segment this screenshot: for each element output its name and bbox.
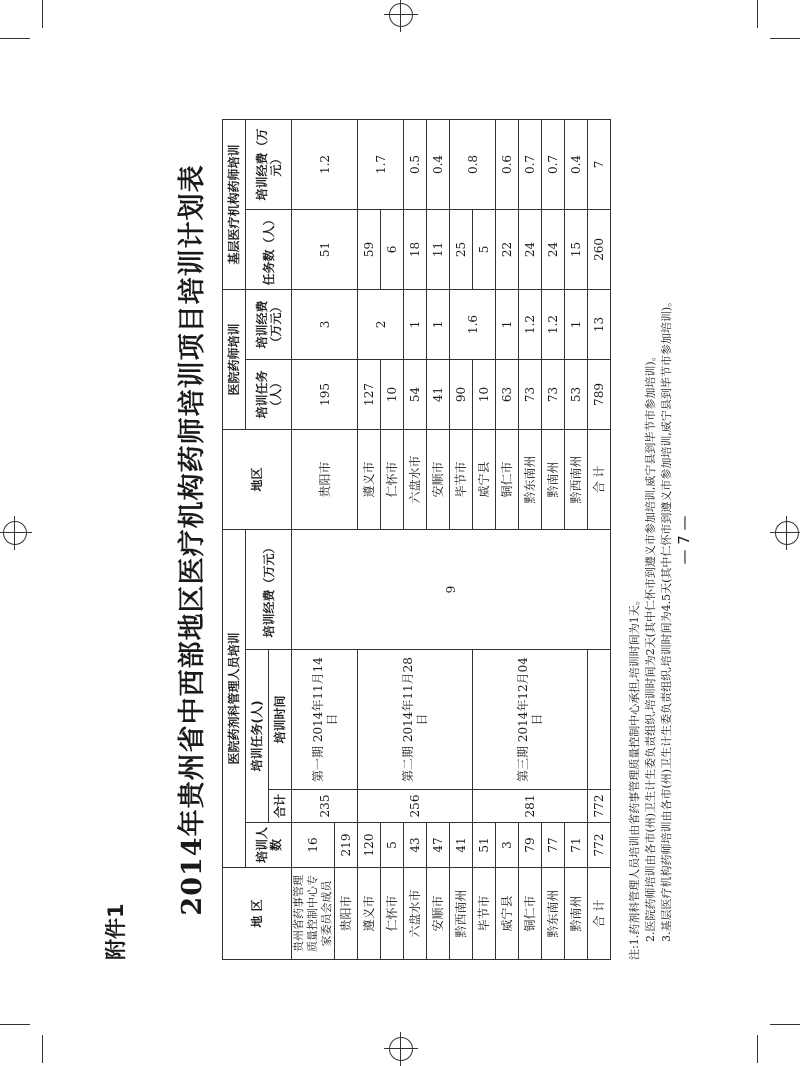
header-row [246,119,269,959]
cell-region: 六盘水市 [404,868,427,960]
cell-fee2: 1.2 [542,289,565,359]
cell-trainees: 16 [292,823,335,868]
cell-fee3: 0.4 [427,119,450,209]
cell-group1-fee: 9 [292,529,611,649]
cell-trainees: 79 [519,823,542,868]
cell-task2: 10 [381,359,404,429]
cell-fee3: 0.5 [404,119,427,209]
header-row [223,119,246,959]
cell-region2: 贵阳市 [292,429,358,529]
cell-fee2: 1 [404,289,427,359]
rotated-page [100,120,700,960]
header-fee3: 培训经费（万元） [246,119,292,209]
header-group3: 基层医疗机构药师培训 [223,119,246,289]
page-number: — 7 — [675,515,693,565]
footnote: 注:1.药剂科管理人员培训由省药事管理质量控制中心承担,培训时间为1天。 [628,594,641,960]
cell-session-total: 235 [292,790,358,823]
cell-region: 黔南州 [565,868,588,960]
header-fee2: 培训经费（万元） [246,289,292,359]
footnotes [627,296,675,960]
cell-total-total: 772 [588,790,611,823]
cell-trainees: 41 [450,823,473,868]
cell-fee2: 2 [358,289,404,359]
cell-task2: 127 [358,359,381,429]
header-group1: 医院药剂科管理人员培训 [223,529,246,867]
cell-task3: 59 [358,209,381,289]
cell-fee3: 0.8 [450,119,496,209]
cell-fee3: 0.4 [565,119,588,209]
training-plan-table [222,119,611,960]
cell-fee3: 0.7 [542,119,565,209]
cell-region: 黔东南州 [542,868,565,960]
cell-task2: 53 [565,359,588,429]
cell-trainees: 47 [427,823,450,868]
header-region2: 地区 [223,429,292,529]
cell-region2: 毕节市 [450,429,473,529]
header-tasks-group: 培训任务(人) [246,650,269,823]
cell-task2: 73 [519,359,542,429]
cell-session: 第一期 2014年11月14日 [292,650,358,790]
cell-region: 黔西南州 [450,868,473,960]
cell-region2: 黔东南州 [519,429,542,529]
registration-mark [3,521,27,545]
cell-task3: 6 [381,209,404,289]
cell-task2: 195 [292,359,358,429]
cell-fee2: 1 [427,289,450,359]
cell-region2: 遵义市 [358,429,381,529]
cell-trainees: 3 [496,823,519,868]
cell-fee2: 1.6 [450,289,496,359]
cell-total-label: 合 计 [588,868,611,960]
crop-mark [42,0,43,28]
cell-trainees: 219 [335,823,358,868]
cell-trainees: 120 [358,823,381,868]
cell-region2: 仁怀市 [381,429,404,529]
cell-total-task3: 260 [588,209,611,289]
cell-task2: 41 [427,359,450,429]
cell-fee2: 1 [565,289,588,359]
footnote: 3.基层医疗机构药师培训由各市(州)卫生计生委负责组织,培训时间为4.5天(其中仁怀市到遵义市参加培训,威宁县到毕节市参加培训)。 [660,295,673,942]
registration-mark [389,3,413,27]
cell-trainees: 5 [381,823,404,868]
crop-mark [0,38,30,39]
registration-mark [775,521,799,545]
cell-task2: 73 [542,359,565,429]
header-task-count: 任务数（人） [246,209,292,289]
cell-total-trainees: 772 [588,823,611,868]
cell-region: 毕节市 [473,868,496,960]
cell-total-fee3: 7 [588,119,611,209]
cell-region2: 六盘水市 [404,429,427,529]
cell-trainees: 51 [473,823,496,868]
cell-session: 第二期 2014年11月28日 [358,650,473,790]
header-total: 合计 [269,790,292,823]
cell-fee2: 1.2 [519,289,542,359]
cell-total-label2: 合 计 [588,429,611,529]
registration-mark [389,1037,413,1061]
header-trainees: 培训人数 [246,823,292,868]
footnote: 2.医院药师培训由各市(州)卫生计生委负责组织,培训时间为2天(其中仁怀市到遵义市参加培训,威宁县到毕节市参加培训)。 [644,350,657,942]
crop-mark [770,1024,800,1025]
header-region: 地 区 [223,868,292,960]
cell-total-fee2: 13 [588,289,611,359]
cell-trainees: 71 [565,823,588,868]
crop-mark [757,0,758,28]
cell-task3: 51 [292,209,358,289]
cell-region: 安顺市 [427,868,450,960]
cell-fee3: 0.7 [519,119,542,209]
cell-task3: 11 [427,209,450,289]
cell-fee3: 0.6 [496,119,519,209]
cell-trainees: 43 [404,823,427,868]
cell-region: 遵义市 [358,868,381,960]
cell-region: 铜仁市 [519,868,542,960]
cell-session-total: 256 [358,790,473,823]
cell-region2: 铜仁市 [496,429,519,529]
header-task-people: 培训任务（人） [246,359,292,429]
header-group2: 医院药师培训 [223,289,246,429]
cell-region2: 黔南州 [542,429,565,529]
header-fee: 培训经费（万元） [246,529,292,649]
cell-total-task2: 789 [588,359,611,429]
cell-region: 贵阳市 [335,868,358,960]
crop-mark [757,1035,758,1063]
cell-region2: 威宁县 [473,429,496,529]
cell-region: 威宁县 [496,868,519,960]
header-train-time: 培训时间 [269,650,292,790]
crop-mark [0,1024,30,1025]
cell-task3: 25 [450,209,473,289]
crop-mark [770,38,800,39]
cell-fee2: 1 [496,289,519,359]
cell-region: 贵州省药事管理质量控制中心专家委员会成员 [292,868,335,960]
cell-region2: 安顺市 [427,429,450,529]
cell-region2: 黔西南州 [565,429,588,529]
cell-fee3: 1.7 [358,119,404,209]
cell-fee2: 3 [292,289,358,359]
cell-task3: 18 [404,209,427,289]
cell-task2: 90 [450,359,473,429]
cell-task3: 15 [565,209,588,289]
cell-fee3: 1.2 [292,119,358,209]
attachment-label: 附件1 [104,903,128,960]
cell-task3: 24 [519,209,542,289]
cell-session-total: 281 [473,790,588,823]
cell-task2: 54 [404,359,427,429]
cell-task2: 63 [496,359,519,429]
cell-region: 仁怀市 [381,868,404,960]
table-row [292,119,335,959]
cell-task3: 5 [473,209,496,289]
crop-mark [42,1035,43,1063]
cell-task2: 10 [473,359,496,429]
page-title: 2014年贵州省中西部地区医疗机构药师培训项目培训计划表 [177,164,208,916]
cell-task3: 22 [496,209,519,289]
cell-task3: 24 [542,209,565,289]
cell-empty [588,650,611,790]
cell-trainees: 77 [542,823,565,868]
cell-session: 第三期 2014年12月04日 [473,650,588,790]
